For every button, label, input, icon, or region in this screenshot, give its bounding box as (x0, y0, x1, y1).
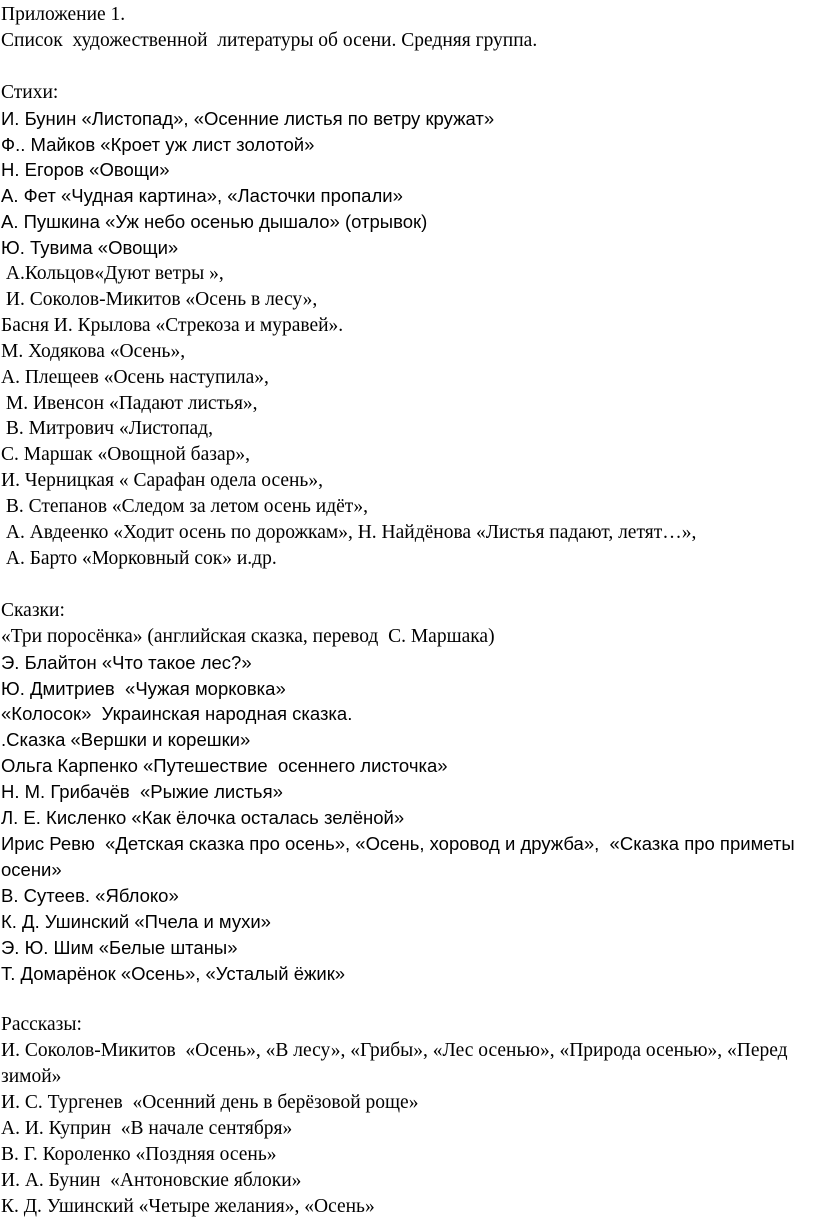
story-item: К. Д. Ушинский «Четыре желания», «Осень» (1, 1195, 375, 1217)
poem-item: Ю. Тувима «Овощи» (1, 237, 179, 259)
tales-section (1, 598, 809, 987)
poem-item: А.Кольцов«Дуют ветры », (1, 263, 224, 285)
poem-item: С. Маршак «Овощной базар», (1, 444, 250, 466)
tale-item: В. Сутеев. «Яблоко» (1, 884, 179, 906)
document-title: Список художественной литературы об осени. Средняя группа. (1, 29, 538, 51)
poem-item: В. Степанов «Следом за летом осень идёт», (1, 496, 368, 518)
poem-item: И. Бунин «Листопад», «Осенние листья по ветру кружат» (1, 107, 495, 129)
poem-item: А. Барто «Морковный сок» и.др. (1, 548, 277, 570)
poem-item: А. Плещеев «Осень наступила», (1, 366, 269, 388)
tale-item: Э. Блайтон «Что такое лес?» (1, 651, 252, 673)
tale-item: Ирис Ревю «Детская сказка про осень», «Осень, хоровод и дружба», «Сказка про приметы осени» (1, 832, 800, 880)
poem-item: В. Митрович «Листопад, (1, 418, 213, 440)
appendix-label: Приложение 1. (1, 4, 126, 25)
poems-heading: Стихи: (1, 81, 59, 103)
tale-item: К. Д. Ушинский «Пчела и мухи» (1, 910, 271, 932)
poem-item: И. Соколов-Микитов «Осень в лесу», (1, 288, 318, 310)
poem-item: И. Черницкая « Сарафан одела осень», (1, 470, 323, 492)
tale-item: Н. М. Грибачёв «Рыжие листья» (1, 781, 283, 803)
story-item: В. Г. Короленко «Поздняя осень» (1, 1143, 277, 1165)
tale-item: Л. Е. Кисленко «Как ёлочка осталась зелёной» (1, 807, 405, 829)
poems-section (1, 80, 809, 572)
stories-heading: Рассказы: (1, 1014, 82, 1036)
blank-line (1, 54, 809, 80)
poem-item: А. Фет «Чудная картина», «Ласточки пропали» (1, 185, 403, 207)
tales-heading: Сказки: (1, 599, 65, 621)
tale-item: Ю. Дмитриев «Чужая морковка» (1, 677, 286, 699)
poem-item: М. Ивенсон «Падают листья», (1, 392, 258, 414)
poem-item: А. Авдеенко «Ходит осень по дорожкам», Н. Найдёнова «Листья падают, летят…», (1, 522, 697, 544)
poem-item: Н. Егоров «Овощи» (1, 159, 170, 181)
tale-item: Т. Домарёнок «Осень», «Усталый ёжик» (1, 962, 346, 984)
tale-item: «Колосок» Украинская народная сказка. (1, 703, 353, 725)
blank-line (1, 572, 809, 598)
story-item: И. А. Бунин «Антоновские яблоки» (1, 1169, 302, 1191)
story-item: А. И. Куприн «В начале сентября» (1, 1117, 293, 1139)
tale-item: Э. Ю. Шим «Белые штаны» (1, 936, 238, 958)
stories-section (1, 1012, 809, 1219)
tale-item: Ольга Карпенко «Путешествие осеннего листочка» (1, 755, 448, 777)
poem-item: М. Ходякова «Осень», (1, 340, 186, 362)
blank-line (1, 986, 809, 1012)
poem-item: Ф.. Майков «Кроет уж лист золотой» (1, 133, 315, 155)
tale-item: «Три поросёнка» (английская сказка, перевод С. Маршака) (1, 625, 495, 647)
poem-item: Басня И. Крылова «Стрекоза и муравей». (1, 314, 344, 336)
poem-item: А. Пушкина «Уж небо осенью дышало» (отрывок) (1, 211, 428, 233)
story-item: И. С. Тургенев «Осенний день в берёзовой роще» (1, 1092, 419, 1114)
story-item: И. Соколов-Микитов «Осень», «В лесу», «Грибы», «Лес осенью», «Природа осенью», «Перед зимой» (1, 1040, 793, 1088)
tale-item: .Сказка «Вершки и корешки» (1, 729, 251, 751)
